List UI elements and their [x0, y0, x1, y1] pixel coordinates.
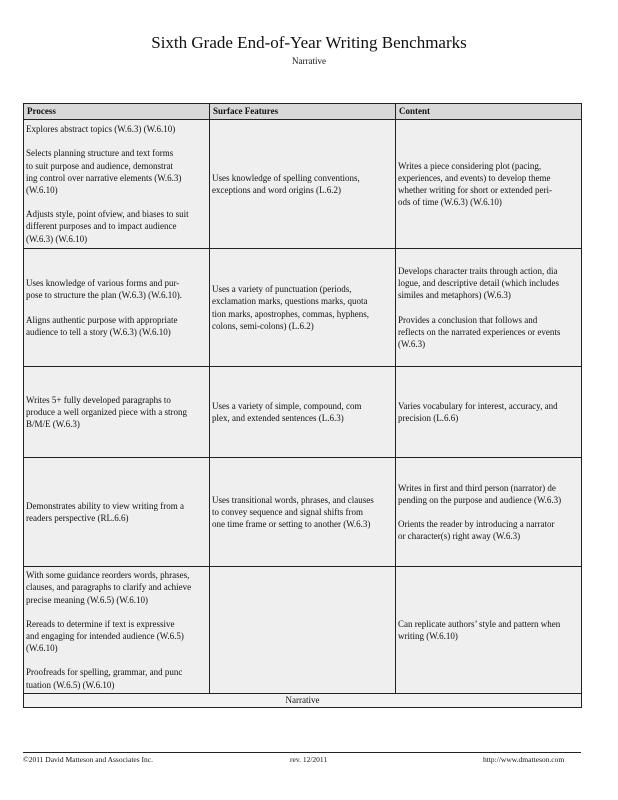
content-cell [396, 458, 582, 567]
table-row [24, 367, 582, 458]
header-process: Process [24, 104, 210, 120]
process-cell [24, 367, 210, 458]
page-subtitle: Narrative [292, 56, 326, 66]
surface-features-cell [210, 249, 396, 367]
process-cell [24, 567, 210, 694]
process-cell [24, 458, 210, 567]
content-cell [396, 120, 582, 249]
cell-paragraph: With some guidance reorders words, phrases, clauses, and paragraphs to clarify and achieve precise meaning (W.6.5) (W.6.10) [26, 570, 192, 605]
benchmarks-table [23, 103, 582, 708]
content-cell [396, 567, 582, 694]
cell-paragraph: Explores abstract topics (W.6.3) (W.6.10) [26, 124, 176, 135]
surface-features-cell [210, 120, 396, 249]
cell-paragraph: Writes 5+ fully developed paragraphs to produce a well organized piece with a strong B/M/E (W.6.3) [26, 394, 188, 430]
table-row [24, 567, 582, 694]
footer-copyright: ©2011 David Matteson and Associates Inc. [23, 755, 153, 764]
cell-paragraph: Adjusts style, point ofview, and biases to suit different purposes and to impact audience (W.6.3) (W.6.10) [26, 209, 189, 244]
cell-paragraph: Uses a variety of simple, compound, com plex, and extended sentences (L.6.3) [212, 400, 362, 423]
cell-paragraph: Proofreads for spelling, grammar, and punc tuation (W.6.5) (W.6.10) [26, 667, 183, 690]
cell-paragraph: Writes a piece considering plot (pacing, experiences, and events) to develop theme whether writing for short or extended peri- ods of time (W.6.3) (W.6.10) [398, 160, 552, 208]
content-cell [396, 367, 582, 458]
cell-paragraph: Selects planning structure and text forms to suit purpose and audience, demonstrat ing control over narrative elements (W.6.3) (W.6.10) [26, 148, 182, 195]
cell-paragraph: Rereads to determine if text is expressive and engaging for intended audience (W.6.5) (W.6.10) [26, 618, 184, 654]
footer-divider [23, 752, 581, 753]
page-title: Sixth Grade End-of-Year Writing Benchmarks [151, 33, 467, 52]
cell-paragraph: Uses transitional words, phrases, and clauses to convey sequence and signal shifts from one time frame or setting to another (W.6.3) [212, 494, 374, 530]
header-content: Content [396, 104, 582, 120]
process-cell [24, 249, 210, 367]
cell-paragraph: Uses knowledge of various forms and pur- pose to structure the plan (W.6.3) (W.6.10). [26, 278, 183, 301]
process-cell [24, 120, 210, 249]
cell-paragraph: Aligns authentic purpose with appropriate audience to tell a story (W.6.3) (W.6.10) [26, 314, 178, 337]
surface-features-cell [210, 367, 396, 458]
cell-paragraph: Writes in first and third person (narrator) de pending on the purpose and audience (W.6.3) [398, 482, 562, 505]
table-row [24, 120, 582, 249]
footer-revision: rev. 12/2011 [290, 755, 328, 764]
cell-paragraph: Uses knowledge of spelling conventions, exceptions and word origins (L.6.2) [212, 172, 360, 195]
cell-paragraph: Demonstrates ability to view writing from a readers perspective (RL.6.6) [26, 500, 184, 523]
cell-paragraph: Develops character traits through action, dia logue, and descriptive detail (which includes similes and metaphors) (W.6.3) [398, 265, 559, 301]
cell-paragraph: Varies vocabulary for interest, accuracy, and precision (L.6.6) [398, 400, 558, 423]
footer-url[interactable]: http://www.dmatteson.com [483, 755, 565, 764]
surface-features-cell [210, 567, 396, 694]
cell-paragraph: Uses a variety of punctuation (periods, exclamation marks, questions marks, quota tion marks, apostrophes, commas, hyphens, colons, semi-colons) (L.6.2) [212, 284, 369, 331]
table-row [24, 458, 582, 567]
table-footer-label: Narrative [24, 694, 582, 708]
table-header-row [24, 104, 582, 120]
cell-paragraph: Can replicate authors’ style and pattern when writing (W.6.10) [398, 618, 561, 641]
cell-paragraph: Orients the reader by introducing a narrator or character(s) right away (W.6.3) [398, 519, 555, 542]
table-footer-row [24, 694, 582, 708]
content-cell [396, 249, 582, 367]
header-surface-features: Surface Features [210, 104, 396, 120]
surface-features-cell [210, 458, 396, 567]
table-row [24, 249, 582, 367]
cell-paragraph: Provides a conclusion that follows and reflects on the narrated experiences or events (W.6.3) [398, 314, 561, 349]
